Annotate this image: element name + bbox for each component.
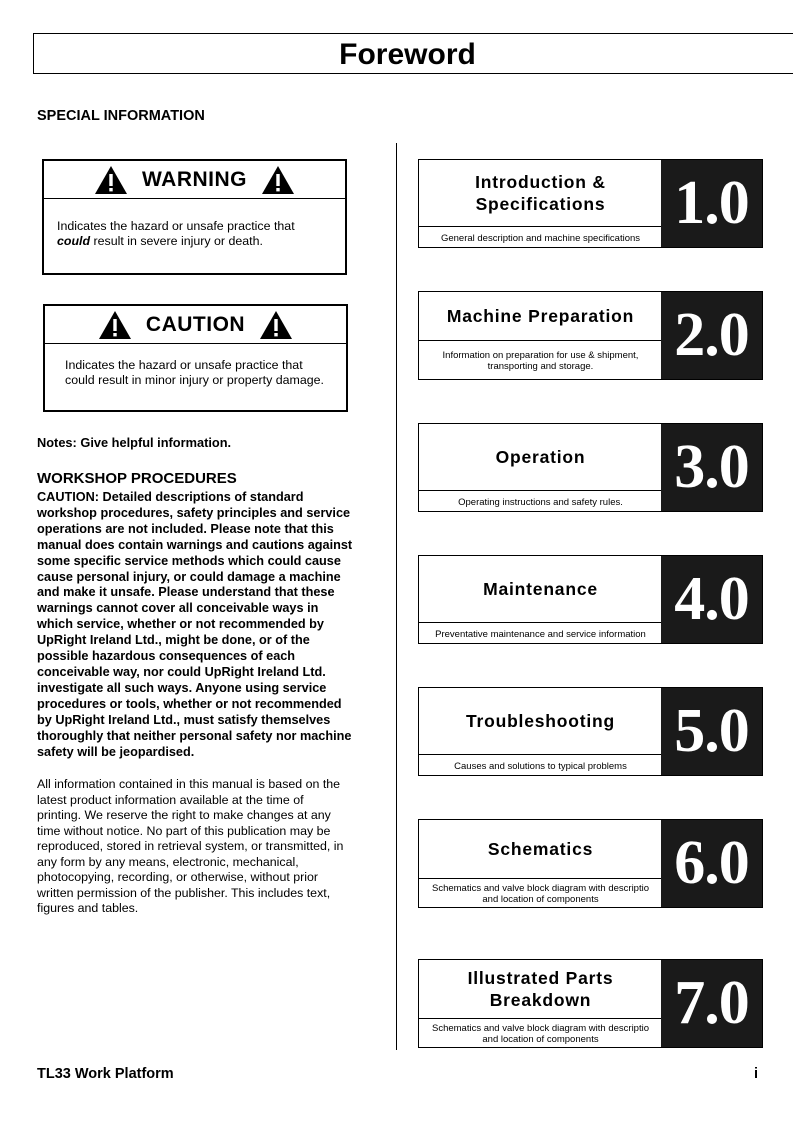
section-number: 4.0 xyxy=(661,556,762,643)
section-description xyxy=(419,1018,662,1048)
section-title-line: Specifications xyxy=(475,194,606,214)
notes-text: Notes: Give helpful information. xyxy=(37,435,232,450)
section-title-line: Introduction & xyxy=(475,172,606,192)
paragraph-line: thoroughly that neither personal safety nor machine xyxy=(37,728,352,743)
section-number: 6.0 xyxy=(661,820,762,907)
paragraph-line: possible hazardous consequences of each xyxy=(37,649,296,664)
paragraph-line: cause personal injury, or could damage a machine xyxy=(37,569,341,584)
section-tab-introduction[interactable] xyxy=(418,159,763,248)
warning-box xyxy=(42,159,347,275)
paragraph-line: some specific service methods which could cause xyxy=(37,553,341,568)
caution-line-2: could result in minor injury or property damage. xyxy=(65,373,324,387)
paragraph-line: written permission of the publisher. This includes text, xyxy=(37,885,331,900)
section-title xyxy=(419,960,662,1018)
workshop-procedures-heading: WORKSHOP PROCEDURES xyxy=(37,470,237,487)
section-description xyxy=(419,226,662,249)
paragraph-line: latest product information available at the time of xyxy=(37,792,304,807)
warning-emphasis: could xyxy=(57,234,91,248)
paragraph-line: any form by any means, electronic, mechanical, xyxy=(37,854,299,869)
section-title-line: Schematics xyxy=(487,839,594,859)
paragraph-line: warnings cannot cover all conceivable ways in xyxy=(37,601,319,616)
warning-line-2-rest: result in severe injury or death. xyxy=(90,234,263,248)
section-title-line: Breakdown xyxy=(489,990,592,1010)
paragraph-line: printing. We reserve the right to make changes at any xyxy=(37,808,331,822)
section-description-line: Information on preparation for use & shipment, xyxy=(442,349,639,361)
paragraph-line: workshop procedures, safety principles and service xyxy=(37,505,351,520)
section-title-line: Operation xyxy=(495,447,586,467)
paragraph-line: operations are not included. Please note that this xyxy=(37,521,334,536)
section-description xyxy=(419,622,662,645)
section-title xyxy=(419,820,662,878)
paragraph-line: which service, whether or not recommended by xyxy=(37,617,324,632)
warning-text xyxy=(44,199,345,249)
section-number: 3.0 xyxy=(661,424,762,511)
paragraph-line: CAUTION: Detailed descriptions of standard xyxy=(37,490,304,504)
section-description xyxy=(419,490,662,513)
section-title-line: Maintenance xyxy=(483,579,598,599)
caution-box xyxy=(43,304,348,412)
paragraph-line: UpRight Ireland Ltd., might be done, or of the xyxy=(37,633,310,648)
section-number: 5.0 xyxy=(661,688,762,775)
section-tab-machine-preparation[interactable] xyxy=(418,291,763,380)
copyright-paragraph xyxy=(37,777,387,917)
page-title: Foreword xyxy=(339,38,476,71)
section-tab-schematics[interactable] xyxy=(418,819,763,908)
section-title xyxy=(419,556,662,622)
workshop-caution-paragraph xyxy=(37,490,387,760)
warning-line-2 xyxy=(57,234,345,249)
section-description-line: General description and machine specifications xyxy=(440,232,641,244)
paragraph-line: time without notice. No part of this publication may be xyxy=(37,823,331,838)
section-title xyxy=(419,688,662,754)
section-title xyxy=(419,292,662,340)
warning-title: WARNING xyxy=(142,167,247,191)
caution-header xyxy=(45,306,346,344)
caution-title: CAUTION xyxy=(145,312,246,336)
special-information-heading: SPECIAL INFORMATION xyxy=(37,108,205,124)
warning-header xyxy=(44,161,345,199)
section-description xyxy=(419,340,662,380)
paragraph-line: and make it unsafe. Please understand that these xyxy=(37,585,335,600)
section-title-line: Illustrated Parts xyxy=(467,968,614,988)
section-description-line: and location of components xyxy=(482,893,599,905)
section-description-line: Preventative maintenance and service information xyxy=(435,628,646,640)
caution-text xyxy=(45,344,346,388)
warning-triangle-icon xyxy=(94,165,128,195)
paragraph-line: safety will be jeopardised. xyxy=(37,744,195,759)
section-description-line: Causes and solutions to typical problems xyxy=(454,760,627,772)
section-description-line: Schematics and valve block diagram with descriptio xyxy=(431,1022,649,1034)
column-divider xyxy=(396,143,397,1050)
paragraph-line: reproduced, stored in retrieval system, or transmitted, in xyxy=(37,839,344,853)
section-description xyxy=(419,754,662,777)
section-description xyxy=(419,878,662,908)
section-tab-operation[interactable] xyxy=(418,423,763,512)
paragraph-line: by UpRight Ireland Ltd., must satisfy themselves xyxy=(37,712,331,727)
section-number: 2.0 xyxy=(661,292,762,379)
section-number: 1.0 xyxy=(661,160,762,247)
warning-line-1: Indicates the hazard or unsafe practice that xyxy=(57,219,295,233)
paragraph-line: procedures or tools, whether or not recommended xyxy=(37,696,342,711)
caution-triangle-icon xyxy=(98,310,132,340)
paragraph-line: figures and tables. xyxy=(37,901,139,915)
section-title-line: Troubleshooting xyxy=(465,711,616,731)
footer-page-number: i xyxy=(754,1066,759,1082)
paragraph-line: photocopying, recording, or otherwise, without prior xyxy=(37,870,319,884)
section-number: 7.0 xyxy=(661,960,762,1047)
caution-line-1: Indicates the hazard or unsafe practice that xyxy=(65,358,303,372)
section-description-line: transporting and storage. xyxy=(487,360,594,372)
section-tab-maintenance[interactable] xyxy=(418,555,763,644)
section-description-line: Schematics and valve block diagram with descriptio xyxy=(431,882,649,894)
paragraph-line: manual does contain warnings and cautions against xyxy=(37,537,353,552)
section-title-line: Machine Preparation xyxy=(446,306,635,326)
page-title-box xyxy=(33,33,793,74)
section-description-line: and location of components xyxy=(482,1033,599,1045)
section-tab-troubleshooting[interactable] xyxy=(418,687,763,776)
paragraph-line: All information contained in this manual is based on the xyxy=(37,777,341,791)
warning-triangle-icon xyxy=(261,165,295,195)
footer-document-title: TL33 Work Platform xyxy=(37,1066,174,1082)
section-title xyxy=(419,424,662,490)
section-description-line: Operating instructions and safety rules. xyxy=(458,496,623,508)
section-tab-illustrated-parts[interactable] xyxy=(418,959,763,1048)
paragraph-line: investigate all such ways. Anyone using service xyxy=(37,680,327,695)
paragraph-line: conceivable way, nor could UpRight Ireland Ltd. xyxy=(37,664,326,679)
caution-triangle-icon xyxy=(259,310,293,340)
section-title xyxy=(419,160,662,226)
